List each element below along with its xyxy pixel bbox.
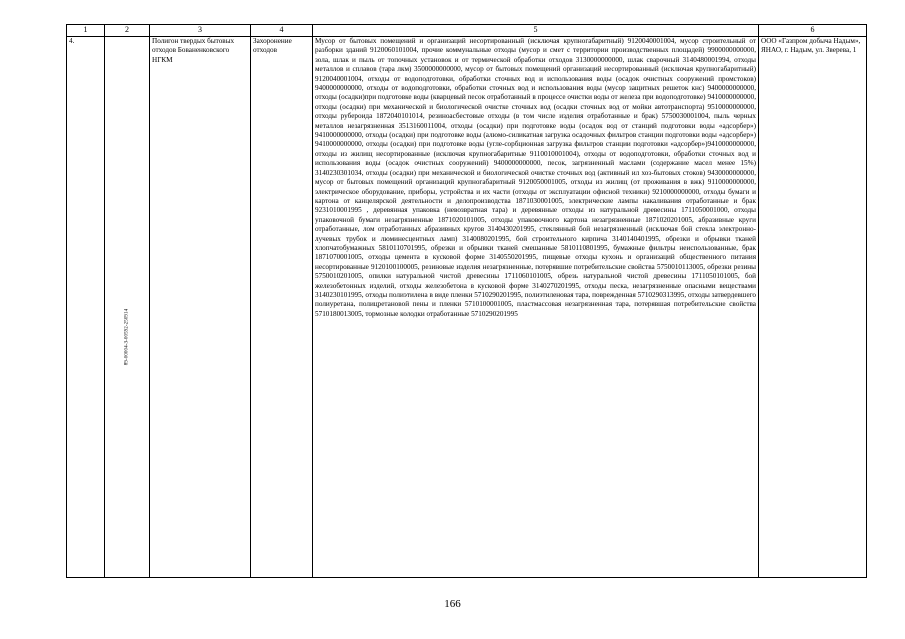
- header-row: [67, 25, 867, 37]
- table-row: [67, 37, 867, 578]
- waste-facility-table: [66, 24, 867, 578]
- facility-name: Полигон твердых бытовых отходов Бованенковского НГКМ: [150, 37, 251, 578]
- column-header-4: 4: [251, 25, 313, 37]
- page-number: 166: [444, 598, 461, 610]
- column-header-1: 1: [67, 25, 105, 37]
- operator-info: ООО «Газпром добыча Надым», ЯНАО, г. Надым, ул. Зверева, 1: [759, 37, 867, 578]
- column-header-6: 6: [759, 25, 867, 37]
- row-number: 4.: [67, 37, 105, 578]
- waste-list: Мусор от бытовых помещений и организаций несортированный (исключая крупногабаритный) 9120040001004, мусор строительный от разборки зданий 9120060101004, прочие коммунальные отходы (мусор и смет с территории производственных площадей) 9900000000000, зола, шлак и пыль от топочных установок и от термической обработки отходов 3130000000000, шлак сварочный 3140480001994, отходы металлов и сплавов (тара лкм) 3500000000000, мусор от бытовых помещений организаций несортированный (исключая крупногабаритный) 9120040001004, отходы от водоподготовки, обработки сточных вод и использования воды (осадок очистных сооружений промстоков) 9400000000000, отходы от водоподготовки, обработки сточных вод и использования воды (мусор защитных решеток кнс) 9400000000000, отходы (осадки)при подготовке воды (кварцевый песок отработанный в процессе очистки воды от железа при водоподготовке) 9410000000000, отходы (осадки) при механической и биологической очистке сточных вод (осадки сточных вод от мойки автотранспорта) 9510000000000, отходы рубероида 1872040101014, резиноасбестовые отходы (в том числе изделия отработанные и брак) 5750030001004, пыль черных металлов незагрязненная 3513160011004, отходы (осадки) при подготовке воды (осадок вод от станций подготовки воды «адсорбер») 9410000000000, отходы (осадки) при подготовке воды (алюмо-силикатная загрузка осадочных фильтров станции подготовки воды «адсорбер») 9410000000000, отходы (осадки) при подготовке воды (угле-сорбционная загрузка фильтров станции подготовки «адсорбер»)9410000000000, отходы из жилищ несортированные (исключая крупногабаритные 9110010001004), отходы от водоподготовки, обработки сточных вод и использования воды (осадок очистных сооружений) 9400000000000, песок, загрязненный маслами (содержание масел менее 15%) 3140230301034, отходы (осадки) при механической и биологической очистке сточных вод (активный ил хоз-бытовых стоков) 9430000000000, мусор от бытовых помещений организаций крупногабаритный 9120050001005, отходы из жилищ (от проживания в вжк) 9110000000000, электрическое оборудование, приборы, устройства и их части (отходы от эксплуатации офисной техники) 9210000000000, отходы бумаги и картона от канцелярской деятельности и делопроизводства 1871030001005, электрические лампы накаливания отработанные и брак 9231010001995 , деревянная упаковка (невозвратная тара) и деревянные отходы из натуральной древесины 1711050001000, отходы упаковочной бумаги незагрязненные 1871020101005, отходы упаковочного картона незагрязненные 1871020201005, абразивные круги отработанные, лом отработанных абразивных кругов 3140430201995, стеклянный бой незагрязненный (исключая бой стекла электронно-лучевых трубок и люминесцентных ламп) 3140080201995, бой строительного кирпича 3140140401995, обрезки и обрывки тканей хлопчатобумажных 5810110701995, обрезки и обрывки тканей смешанные 5810110801995, бумажные фильтры неиспользованные, брак 1871070001005, отходы цемента в кусковой форме 3140550201995, пищевые отходы кухонь и организаций общественного питания несортированные 9120100100005, резиновые изделия незагрязненные, потерявшие потребительские свойства 5750010113005, обрезки резины 5750010201005, опилки натуральной чистой древесины 1711060101005, обрезь натуральной чистой древесины 1711050101005, бой железобетонных изделий, отходы железобетона в кусковой форме 3140270201995, отходы песка, незагрязненные опасными веществами 3140230101995, отходы полиэтилена в виде пленки 5710290201995, полиэтиленовая тара, поврежденная 5710290313995, отходы затвердевшего полиуретана, полицретановой пены и пленки 5710100001005, пластмассовая незагрязненная тара, потерявшая потребительские свойства 5710180013005, тормозные колодки отработанные 5710290201995: [313, 37, 759, 578]
- registry-code-cell: [105, 37, 150, 578]
- column-header-5: 5: [313, 25, 759, 37]
- column-header-2: 2: [105, 25, 150, 37]
- facility-purpose: Захоронение отходов: [251, 37, 313, 578]
- registry-code: 89-00004-З-00592-250914: [124, 308, 130, 366]
- column-header-3: 3: [150, 25, 251, 37]
